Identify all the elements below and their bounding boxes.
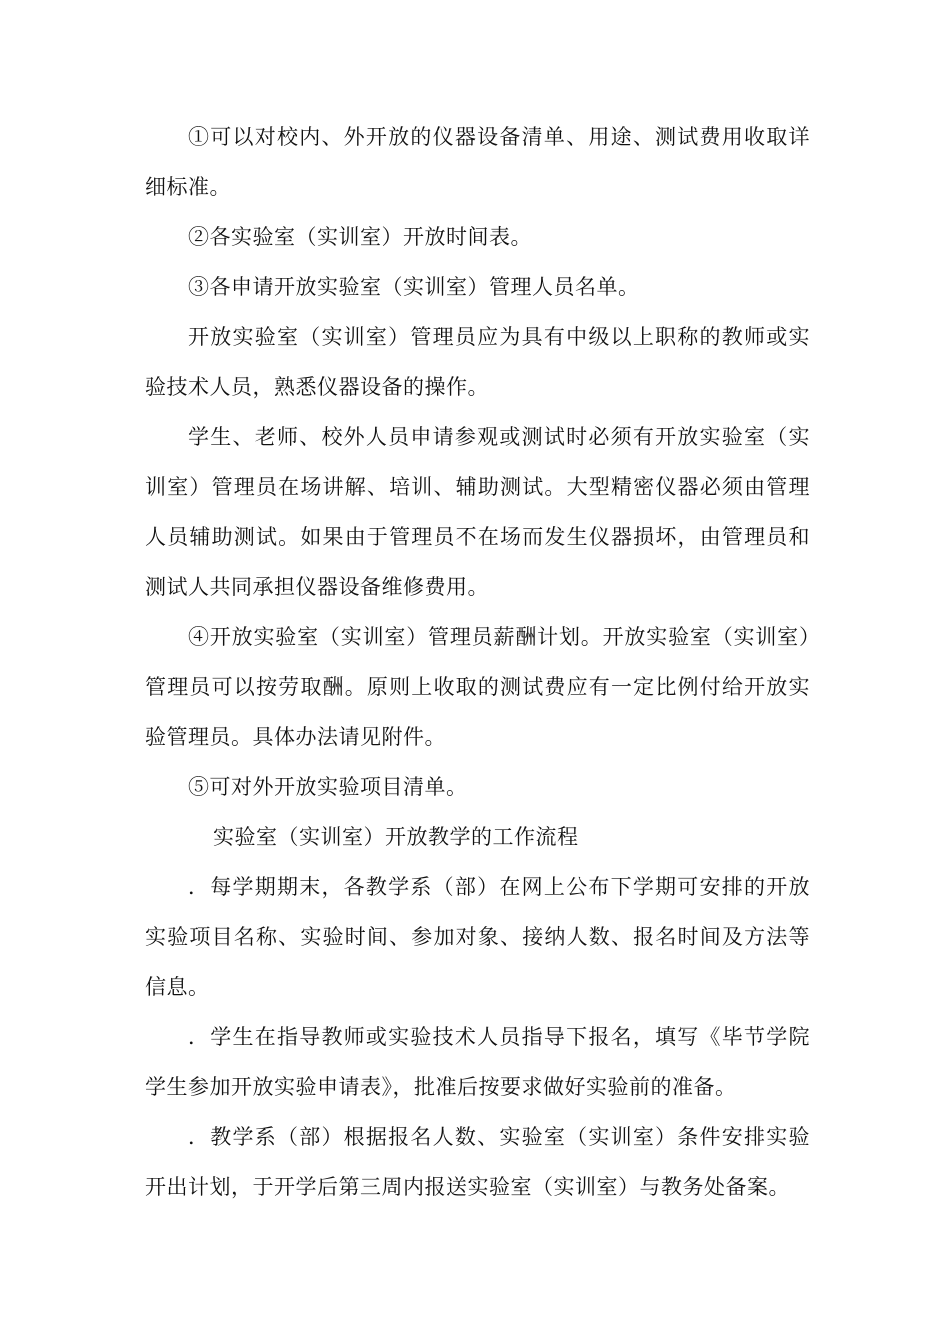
paragraph-testing-supervision: 学生、老师、校外人员申请参观或测试时必须有开放实验室（实训室）管理员在场讲解、培训、辅助测试。大型精密仪器必须由管理人员辅助测试。如果由于管理员不在场而发生仪器损坏，由管理员和测试人共同承担仪器设备维修费用。 [145, 425, 810, 599]
document-body [145, 112, 810, 1212]
paragraph-workflow-step-plan: ．教学系（部）根据报名人数、实验室（实训室）条件安排实验开出计划，于开学后第三周内报送实验室（实训室）与教务处备案。 [145, 1125, 810, 1199]
paragraph-opening-schedule: ②各实验室（实训室）开放时间表。 [188, 225, 532, 249]
section-heading-workflow: 实验室（实训室）开放教学的工作流程 [213, 825, 579, 849]
paragraph-workflow-step-register: ．学生在指导教师或实验技术人员指导下报名，填写《毕节学院学生参加开放实验申请表》，批准后按要求做好实验前的准备。 [145, 1025, 810, 1099]
paragraph-equipment-list: ①可以对校内、外开放的仪器设备清单、用途、测试费用收取详细标准。 [145, 125, 810, 199]
paragraph-workflow-step-publish: ．每学期期末，各教学系（部）在网上公布下学期可安排的开放实验项目名称、实验时间、参加对象、接纳人数、报名时间及方法等信息。 [145, 875, 810, 999]
paragraph-manager-list: ③各申请开放实验室（实训室）管理人员名单。 [188, 275, 640, 299]
paragraph-open-project-list: ⑤可对外开放实验项目清单。 [188, 775, 468, 799]
paragraph-manager-qualification: 开放实验室（实训室）管理员应为具有中级以上职称的教师或实验技术人员，熟悉仪器设备的操作。 [145, 325, 810, 399]
paragraph-manager-compensation: ④开放实验室（实训室）管理员薪酬计划。开放实验室（实训室）管理员可以按劳取酬。原则上收取的测试费应有一定比例付给开放实验管理员。具体办法请见附件。 [145, 625, 810, 749]
